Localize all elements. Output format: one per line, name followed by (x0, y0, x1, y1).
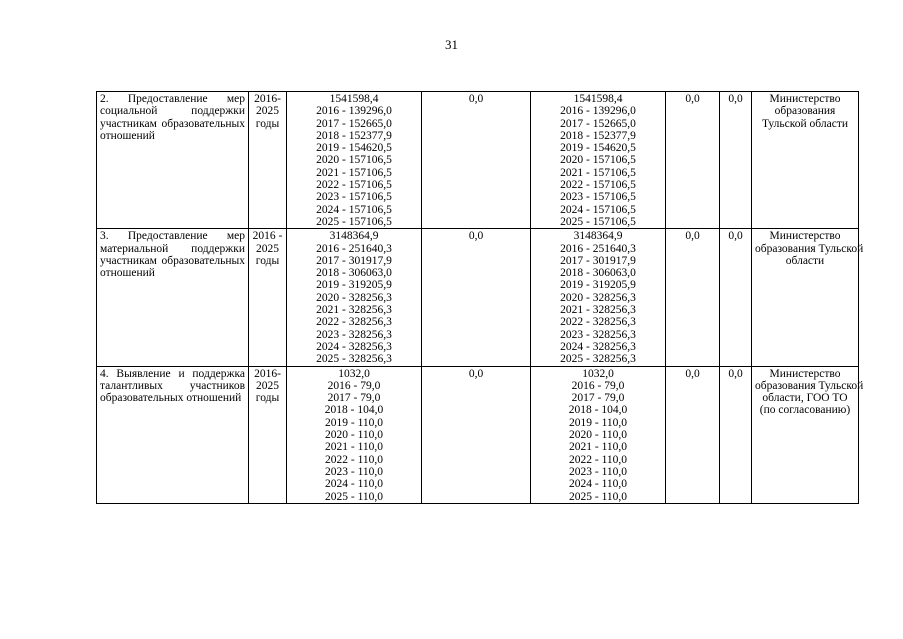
period-cell (249, 92, 287, 229)
funding-line: 2017 - 152665,0 (560, 117, 636, 130)
funding-line: 2016 - 251640,3 (316, 242, 392, 255)
total-funding-cell (287, 92, 422, 229)
funding-line: 2020 - 328256,3 (560, 291, 636, 304)
responsible-cell (752, 366, 864, 503)
local-budget-cell (666, 92, 720, 229)
local-budget-value: 0,0 (685, 230, 700, 243)
funding-line: 2025 - 157106,5 (560, 215, 636, 228)
table-row (97, 366, 859, 503)
funding-line: 2025 - 328256,3 (316, 353, 392, 366)
total-funding-cell (287, 366, 422, 503)
responsible-cell (752, 92, 859, 229)
funding-line: 2019 - 110,0 (324, 416, 384, 429)
funding-line: 2019 - 319205,9 (560, 279, 636, 292)
period-cell (249, 229, 287, 366)
funding-line: 2017 - 152665,0 (316, 117, 392, 130)
responsible-line: области, ГОО ТО (762, 392, 848, 405)
period-line: годы (255, 254, 280, 267)
measure-name-cell (97, 229, 249, 366)
funding-line: 2021 - 110,0 (568, 441, 628, 454)
funding-line: 2021 - 110,0 (324, 441, 384, 454)
funding-line: 2025 - 328256,3 (560, 353, 636, 366)
period-line: 2025 (256, 379, 279, 392)
funding-line: 2022 - 110,0 (568, 453, 628, 466)
regional-budget-cell (531, 366, 666, 503)
funding-line: 3148364,9 (573, 230, 623, 243)
funding-line: 2018 - 104,0 (324, 404, 384, 417)
period-line: 2016- (254, 367, 281, 380)
period-line: 2025 (256, 242, 279, 255)
funding-line: 1032,0 (338, 367, 370, 380)
funding-line: 2025 - 110,0 (324, 490, 384, 503)
total-funding-cell (287, 229, 422, 366)
other-sources-value: 0,0 (728, 367, 743, 380)
funding-line: 2024 - 110,0 (324, 478, 384, 491)
funding-line: 2018 - 152377,9 (316, 129, 392, 142)
funding-line: 2016 - 139296,0 (560, 105, 636, 118)
funding-line: 2022 - 110,0 (324, 453, 384, 466)
funding-line: 2020 - 157106,5 (560, 154, 636, 167)
program-table (96, 91, 864, 504)
page-number: 31 (445, 37, 458, 52)
responsible-line: Тульской области (761, 117, 848, 130)
other-sources-value: 0,0 (728, 93, 743, 105)
local-budget-value: 0,0 (685, 367, 700, 380)
funding-line: 2017 - 301917,9 (316, 254, 392, 267)
funding-line: 2022 - 157106,5 (316, 179, 392, 192)
funding-line: 2020 - 110,0 (324, 429, 384, 442)
funding-line: 2020 - 110,0 (568, 429, 628, 442)
funding-line: 2021 - 157106,5 (316, 166, 392, 179)
funding-line: 2023 - 110,0 (324, 465, 384, 478)
funding-line: 2023 - 157106,5 (560, 191, 636, 204)
local-budget-cell (666, 229, 720, 366)
funding-line: 2021 - 157106,5 (560, 166, 636, 179)
period-line: годы (255, 117, 280, 130)
funding-line: 2024 - 328256,3 (560, 340, 636, 353)
federal-budget-cell (422, 92, 531, 229)
responsible-line: образования (774, 105, 836, 118)
funding-line: 1541598,4 (573, 93, 623, 105)
federal-budget-cell (422, 366, 531, 503)
funding-line: 2020 - 328256,3 (316, 291, 392, 304)
federal-budget-value: 0,0 (468, 367, 484, 380)
funding-line: 2024 - 157106,5 (316, 203, 392, 216)
other-sources-cell (720, 229, 752, 366)
funding-line: 2017 - 79,0 (327, 392, 381, 405)
funding-line: 2024 - 328256,3 (316, 340, 392, 353)
funding-line: 2017 - 301917,9 (560, 254, 636, 267)
local-budget-cell (666, 366, 720, 503)
funding-line: 2023 - 110,0 (568, 465, 628, 478)
funding-line: 2020 - 157106,5 (316, 154, 392, 167)
responsible-line: области (785, 254, 825, 267)
period-line: 2016 - (252, 230, 283, 243)
period-line: 2025 (256, 105, 279, 118)
funding-line: 2021 - 328256,3 (560, 304, 636, 317)
funding-line: 2021 - 328256,3 (316, 304, 392, 317)
funding-line: 2022 - 157106,5 (560, 179, 636, 192)
funding-line: 2019 - 154620,5 (560, 142, 636, 155)
measure-name: 4. Выявление и поддержка талантливых участников образовательных отношений (100, 367, 245, 405)
funding-line: 2019 - 110,0 (568, 416, 628, 429)
federal-budget-value: 0,0 (468, 93, 484, 105)
funding-line: 2018 - 306063,0 (316, 267, 392, 280)
other-sources-value: 0,0 (728, 230, 743, 243)
responsible-line: Министерство (769, 367, 841, 380)
funding-line: 2018 - 306063,0 (560, 267, 636, 280)
funding-line: 2025 - 157106,5 (316, 215, 392, 228)
funding-line: 2022 - 328256,3 (560, 316, 636, 329)
federal-budget-cell (422, 229, 531, 366)
measure-name-cell (97, 92, 249, 229)
local-budget-value: 0,0 (685, 93, 700, 105)
responsible-line: образования Тульской (755, 379, 864, 392)
funding-line: 2023 - 328256,3 (316, 328, 392, 341)
federal-budget-value: 0,0 (468, 230, 484, 243)
funding-line: 1032,0 (582, 367, 614, 380)
funding-line: 2016 - 79,0 (571, 379, 625, 392)
funding-line: 1541598,4 (329, 93, 379, 105)
funding-line: 2022 - 328256,3 (316, 316, 392, 329)
regional-budget-cell (531, 92, 666, 229)
responsible-cell (752, 229, 864, 366)
other-sources-cell (720, 366, 752, 503)
period-cell (249, 366, 287, 503)
funding-line: 2023 - 328256,3 (560, 328, 636, 341)
period-line: 2016- (254, 93, 281, 105)
funding-line: 2016 - 139296,0 (316, 105, 392, 118)
funding-line: 2025 - 110,0 (568, 490, 628, 503)
funding-line: 2016 - 251640,3 (560, 242, 636, 255)
regional-budget-cell (531, 229, 666, 366)
responsible-line: образования Тульской (755, 242, 864, 255)
funding-line: 3148364,9 (329, 230, 379, 243)
measure-name: 3. Предоставление мер материальной поддержки участникам образовательных отношений (100, 230, 245, 280)
funding-line: 2019 - 154620,5 (316, 142, 392, 155)
funding-line: 2024 - 110,0 (568, 478, 628, 491)
measure-name: 2. Предоставление мер социальной поддержки участникам образовательных отношений (100, 93, 245, 142)
responsible-line: Министерство (769, 230, 841, 243)
table-row (97, 229, 859, 366)
period-line: годы (255, 392, 280, 405)
funding-line: 2016 - 79,0 (327, 379, 381, 392)
measure-name-cell (97, 366, 249, 503)
funding-line: 2023 - 157106,5 (316, 191, 392, 204)
responsible-line: Министерство (769, 93, 841, 105)
funding-line: 2018 - 152377,9 (560, 129, 636, 142)
funding-line: 2019 - 319205,9 (316, 279, 392, 292)
table-row (97, 92, 859, 229)
funding-line: 2018 - 104,0 (568, 404, 628, 417)
funding-line: 2024 - 157106,5 (560, 203, 636, 216)
funding-line: 2017 - 79,0 (571, 392, 625, 405)
responsible-line: (по согласованию) (759, 404, 851, 417)
other-sources-cell (720, 92, 752, 229)
